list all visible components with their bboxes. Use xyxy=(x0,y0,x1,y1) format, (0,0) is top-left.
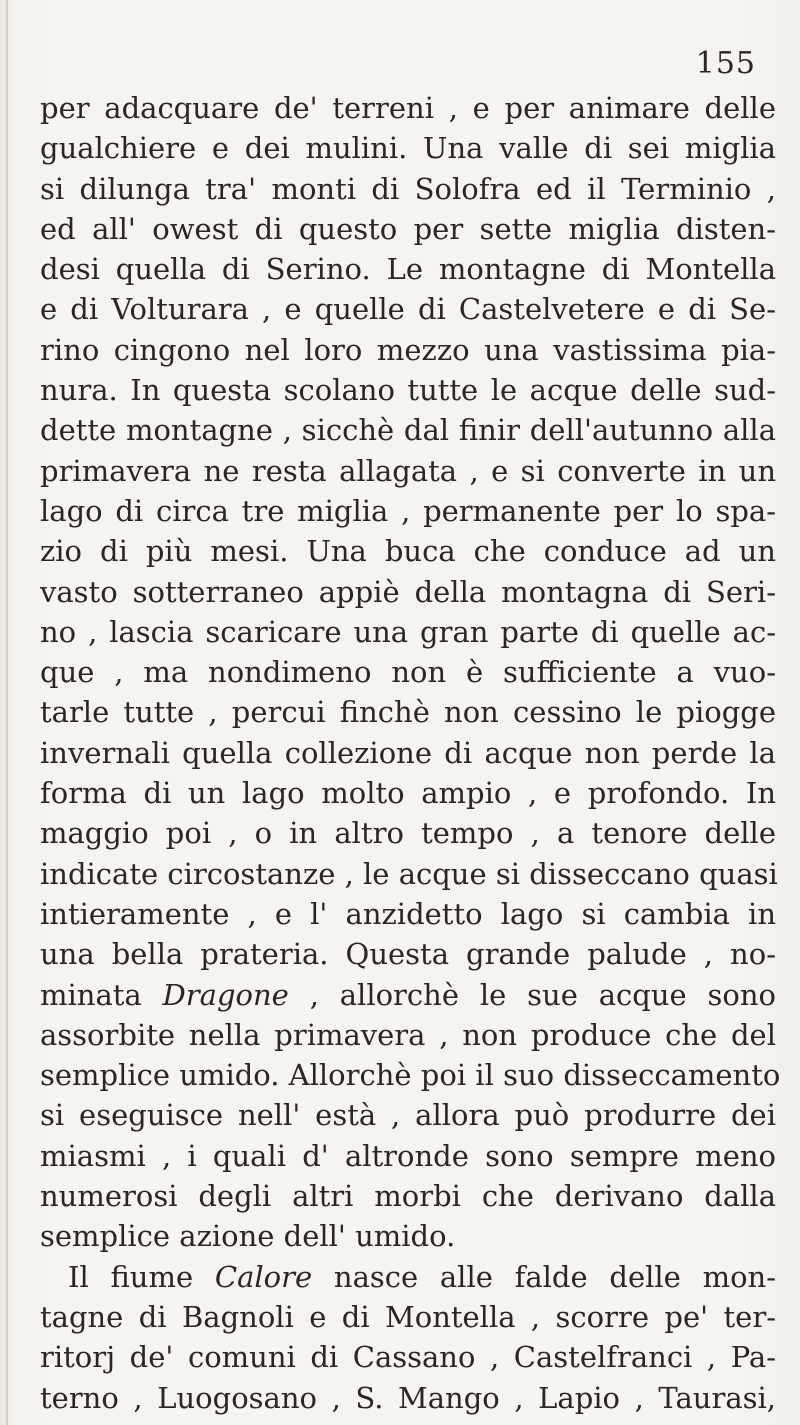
text-line: zio di più mesi. Una buca che conduce ad un xyxy=(40,534,776,569)
text-line: per adacquare de' terreni , e per animare delle xyxy=(40,91,776,125)
text-line: si dilunga tra' monti di Solofra ed il Terminio , xyxy=(40,171,776,206)
text-line: tarle tutte , percui finchè non cessino le piogge xyxy=(40,695,776,730)
text-line: primavera ne resta allagata , e si converte in un xyxy=(40,453,776,488)
text-line: lago di circa tre miglia , permanente per lo spa- xyxy=(40,493,776,528)
text-line-with-name xyxy=(40,1257,776,1297)
text-line: dette montagne , sicchè dal finir dell'autunno alla xyxy=(40,413,776,448)
text-line: ed all' owest di questo per sette miglia disten- xyxy=(40,211,776,246)
text-fragment: nasce alle falde delle mon- xyxy=(333,1259,777,1294)
text-line: no , lascia scaricare una gran parte di quelle ac- xyxy=(40,614,776,649)
text-fragment: Il fiume xyxy=(68,1259,194,1294)
page-number: 155 xyxy=(695,46,756,81)
text-line: una bella prateria. Questa grande palude , no- xyxy=(40,937,776,972)
text-line: forma di un lago molto ampio , e profondo. In xyxy=(40,776,776,811)
text-line: miasmi , i quali d' altronde sono sempre meno xyxy=(40,1138,776,1173)
text-line: nura. In questa scolano tutte le acque delle sud- xyxy=(40,373,776,408)
text-line: ritorj de' comuni di Cassano , Castelfranci , Pa- xyxy=(40,1340,776,1375)
text-line: terno , Luogosano , S. Mango , Lapio , Taurasi, xyxy=(40,1380,776,1415)
river-name-calore: Calore xyxy=(214,1259,313,1294)
text-line: tagne di Bagnoli e di Montella , scorre pe' ter- xyxy=(40,1299,776,1334)
text-line: maggio poi , o in altro tempo , a tenore delle xyxy=(40,816,776,851)
text-line: intieramente , e l' anzidetto lago si cambia in xyxy=(40,896,776,931)
text-line: numerosi degli altri morbi che derivano dalla xyxy=(40,1179,776,1214)
body-text xyxy=(40,88,781,1418)
text-line: assorbite nella primavera , non produce che del xyxy=(40,1017,776,1052)
text-line: semplice azione dell' umido. xyxy=(40,1219,456,1254)
text-line: si eseguisce nell' està , allora può produrre dei xyxy=(40,1098,776,1133)
text-fragment: minata xyxy=(40,977,142,1012)
text-line: desi quella di Serino. Le montagne di Montella xyxy=(40,252,776,287)
text-line: indicate circostanze , le acque si disseccano quasi xyxy=(40,856,778,891)
text-line: invernali quella collezione di acque non perde la xyxy=(40,735,776,770)
place-name-dragone: Dragone xyxy=(162,977,289,1012)
text-line: que , ma nondimeno non è sufficiente a vuo- xyxy=(40,655,776,690)
text-line: vasto sotterraneo appiè della montagna di Seri- xyxy=(40,574,776,609)
text-line-with-name xyxy=(40,975,776,1015)
page-binding-edge xyxy=(6,0,8,1425)
text-line: semplice umido. Allorchè poi il suo disseccamento xyxy=(40,1058,781,1093)
text-fragment: , allorchè le sue acque sono xyxy=(309,977,777,1012)
text-line: gualchiere e dei mulini. Una valle di sei miglia xyxy=(40,131,776,166)
text-line: rino cingono nel loro mezzo una vastissima pia- xyxy=(40,332,776,367)
text-line: e di Volturara , e quelle di Castelvetere e di Se- xyxy=(40,292,776,327)
